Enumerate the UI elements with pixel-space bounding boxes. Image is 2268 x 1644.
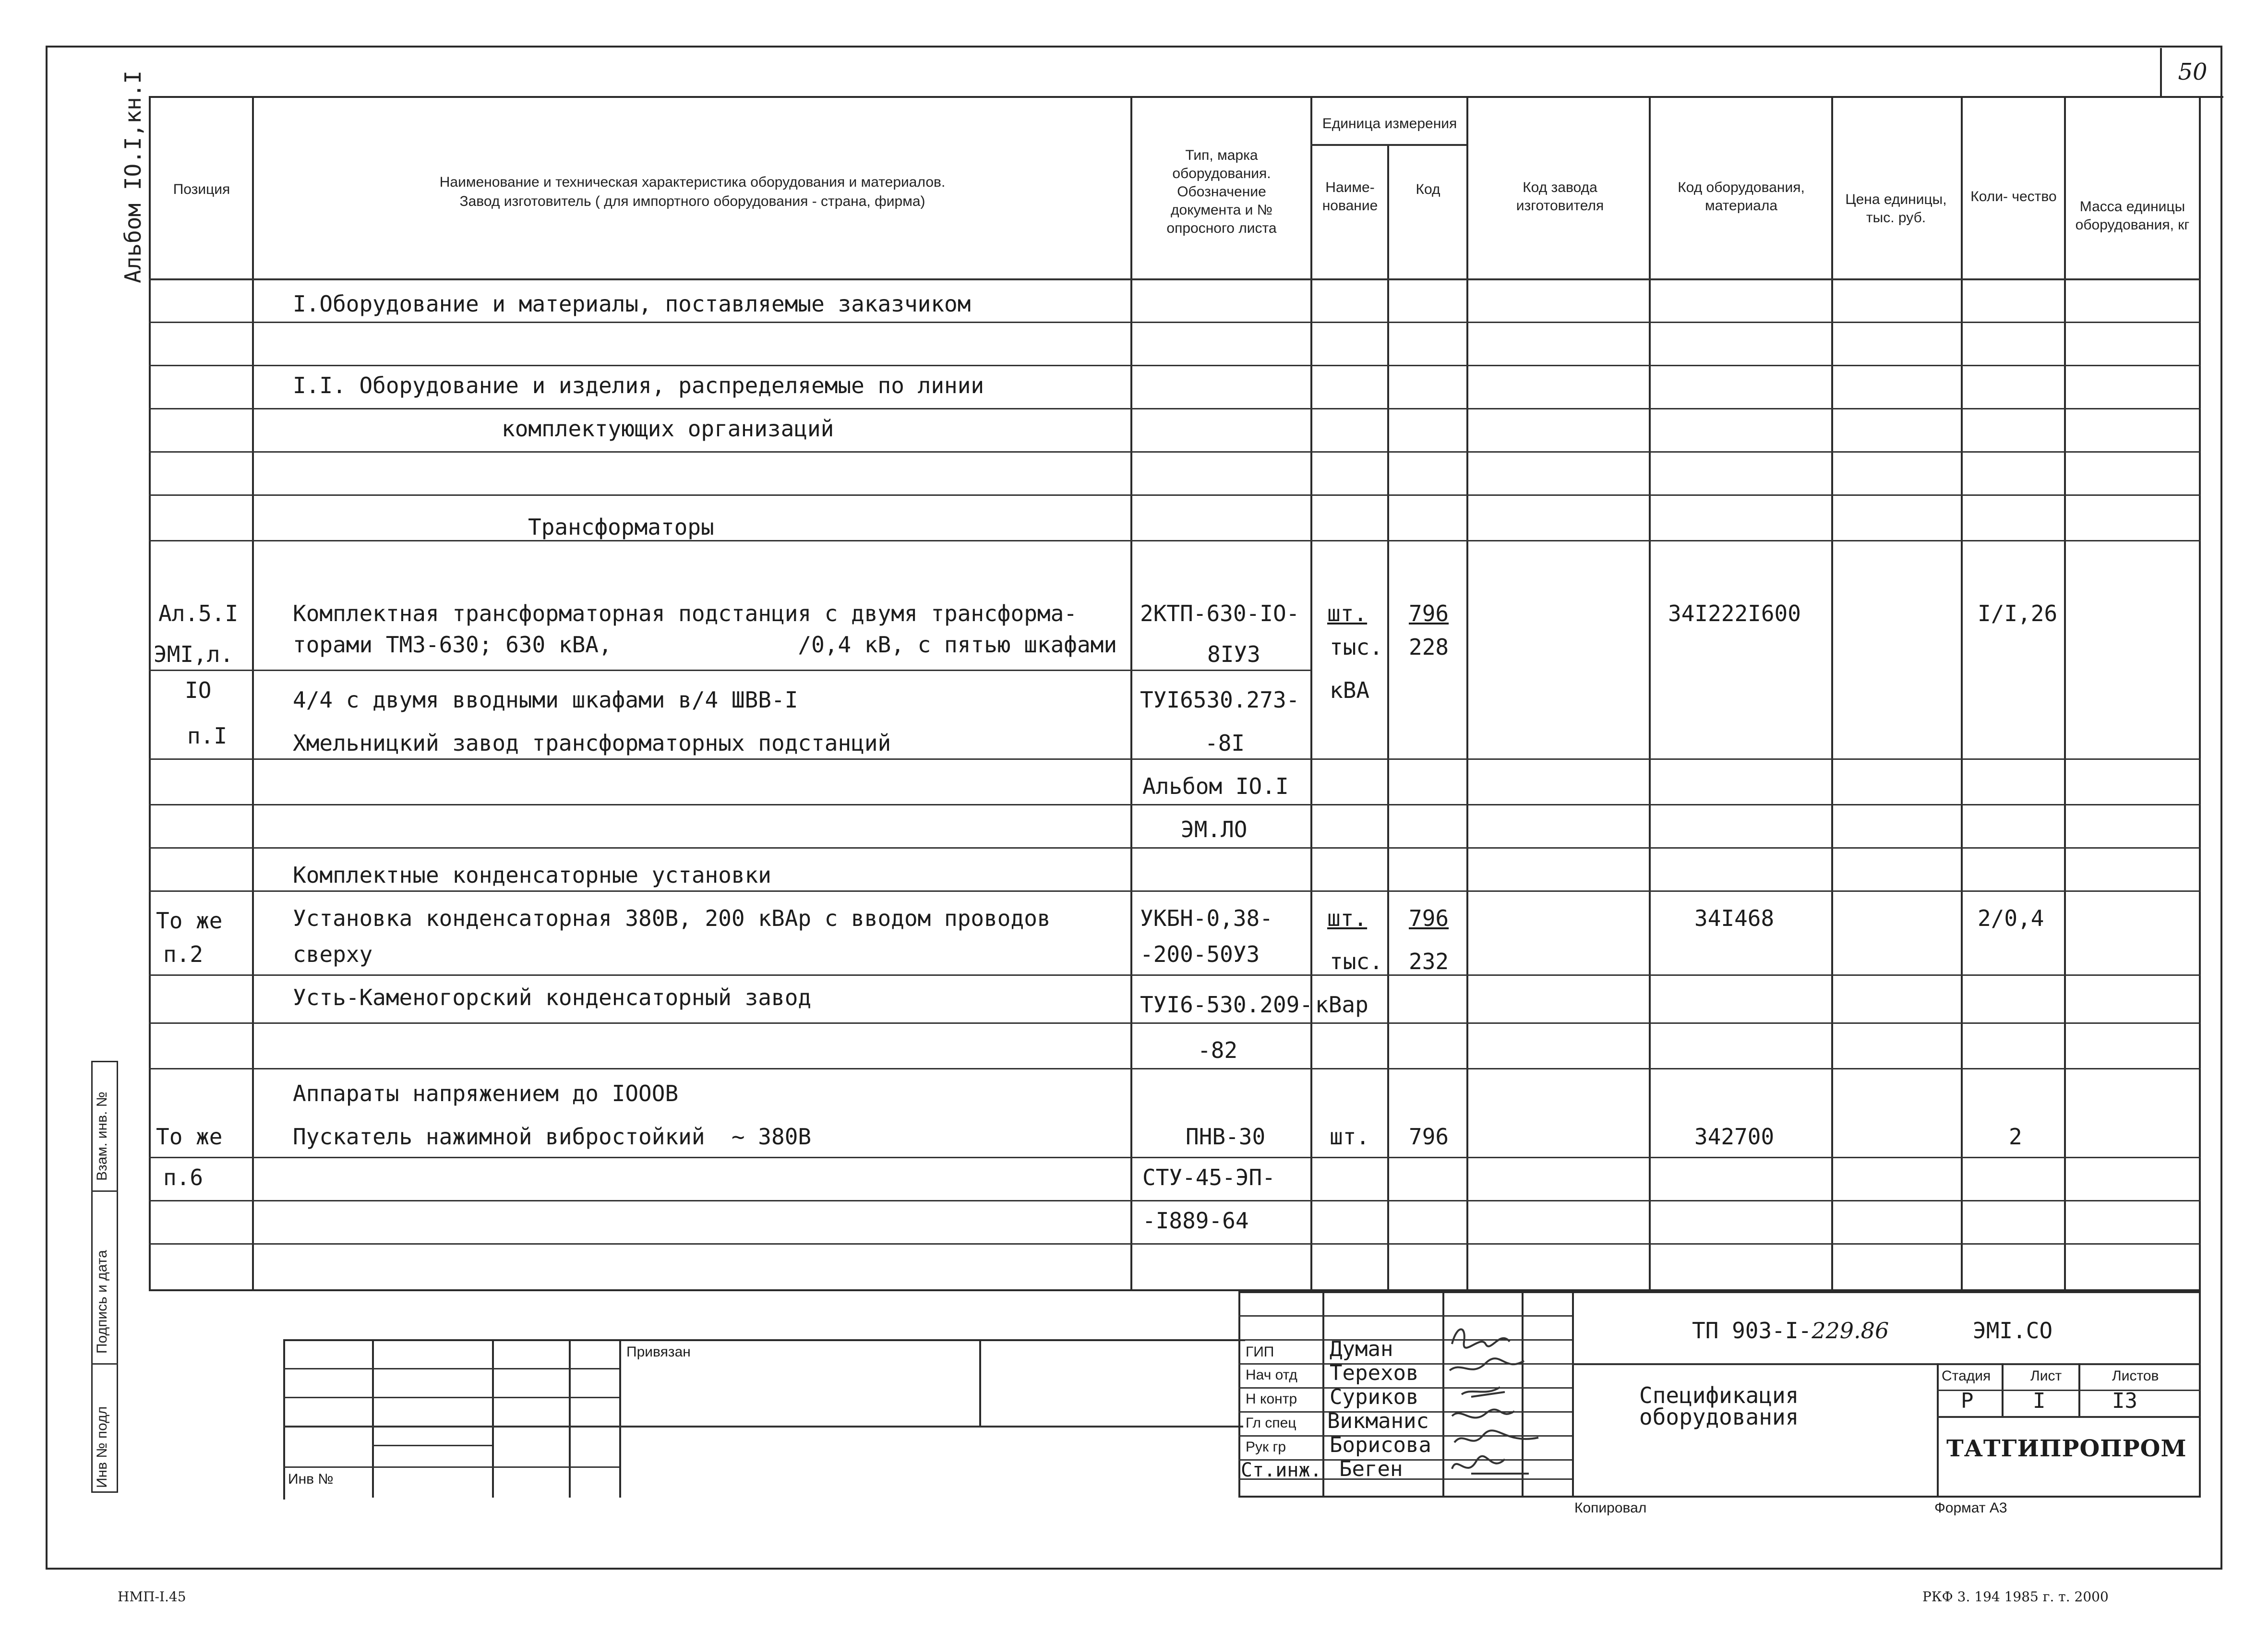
row-line: [149, 1068, 2201, 1069]
name-terekhov: Терехов: [1330, 1361, 1419, 1385]
doc-code-printed: ТП 903-I-: [1692, 1318, 1812, 1344]
unit-code-cell: 796: [1409, 905, 1449, 931]
stage-value: Р: [1961, 1389, 1974, 1413]
unit-cell: шт.: [1330, 1124, 1370, 1150]
privyazan-col: [619, 1339, 621, 1498]
col-line: [1466, 96, 1468, 1291]
type-cell: УКБН-0,38-: [1140, 905, 1273, 931]
position-cell: То же: [156, 1124, 223, 1150]
qty-cell: 2: [2009, 1124, 2022, 1150]
signatures: [1442, 1315, 1548, 1498]
qty-cell: I/I,26: [1978, 600, 2058, 626]
side-stamp-divider: [91, 1363, 118, 1365]
row-line: [149, 890, 2201, 892]
section-heading: комплектующих организаций: [502, 416, 834, 442]
tb-col: [1322, 1291, 1324, 1498]
hdr-unit-code: Код: [1416, 181, 1440, 197]
unit-cell: тыс.: [1330, 948, 1383, 974]
name-cell: сверху: [293, 941, 373, 967]
role-ruk-gr: Рук гр: [1246, 1439, 1286, 1455]
section-heading: I.Оборудование и материалы, поставляемые заказчиком: [293, 291, 971, 317]
hdr-mass: Масса единицы оборудования, кг: [2075, 199, 2190, 233]
type-cell: -200-50УЗ: [1140, 941, 1260, 967]
unit-cell: шт.: [1327, 600, 1368, 626]
row-line: [149, 1243, 2201, 1245]
type-cell: 2КТП-630-IO-: [1140, 600, 1300, 626]
row-line: [149, 494, 2201, 496]
row-line: [149, 1022, 2201, 1024]
type-cell: -8I: [1205, 730, 1245, 756]
name-cell: 4/4 с двумя вводными шкафами в/4 ШВВ-I: [293, 687, 798, 713]
type-cell: -82: [1198, 1037, 1238, 1063]
equipment-code-cell: 342700: [1694, 1124, 1775, 1150]
doc-code: [1692, 1318, 1889, 1344]
row-line: [149, 670, 1310, 671]
hdr-price: Цена единицы, тыс. руб.: [1845, 192, 1947, 226]
unit-cell: тыс.: [1330, 634, 1383, 660]
col-line: [1310, 96, 1312, 1291]
role-gip: ГИП: [1246, 1344, 1274, 1360]
header-bottom: [149, 278, 2201, 280]
privyazan-row: [283, 1397, 619, 1398]
position-cell: п.6: [163, 1164, 204, 1190]
group-heading: Трансформаторы: [528, 514, 714, 540]
privyazan-col: [372, 1339, 374, 1498]
privyazan-row: [372, 1445, 492, 1446]
name-vikmanis: Викманис: [1327, 1409, 1429, 1433]
row-line: [149, 322, 2201, 323]
album-label: Альбом IO.I,кн.I: [120, 70, 146, 283]
name-cell: Комплектная трансформаторная подстанция с двумя трансформа-: [293, 600, 1077, 626]
position-cell: п.I: [187, 723, 228, 749]
name-cell: Усть-Каменогорский конденсаторный завод: [293, 984, 812, 1010]
unit-code-cell: 232: [1409, 948, 1449, 974]
unit-code-cell: 796: [1409, 600, 1449, 626]
doc-code-handwritten: 229.86: [1812, 1318, 1889, 1344]
hdr-unit-name: Наиме- нование: [1322, 180, 1378, 214]
name-cell: Установка конденсаторная 380В, 200 кВАр с вводом проводов: [293, 905, 1051, 931]
equipment-code-cell: 34I222I600: [1668, 600, 1801, 626]
footer-right: РКФ 3. 194 1985 г. т. 2000: [1922, 1589, 2109, 1605]
group-heading: Комплектные конденсаторные установки: [293, 862, 771, 888]
side-stamp-divider: [91, 1190, 118, 1192]
type-cell: -I889-64: [1142, 1208, 1249, 1234]
name-cell: торами ТМЗ-630; 630 кВА, /0,4 кВ, с пятью шкафами: [293, 632, 1117, 658]
row-line: [149, 540, 2201, 541]
sheets-value: I3: [2112, 1389, 2137, 1413]
privyazan-col: [979, 1339, 981, 1426]
privyazan-row: [283, 1368, 619, 1369]
position-cell: Ал.5.I: [158, 600, 239, 626]
copied-label: Копировал: [1574, 1500, 1647, 1516]
type-cell: ТУI6-530.209-: [1140, 992, 1313, 1018]
tb-col: [1937, 1363, 1939, 1498]
type-cell: ЭМ.ЛО: [1181, 816, 1248, 842]
name-surikov: Суриков: [1330, 1385, 1419, 1409]
stage-label: Стадия: [1942, 1368, 1991, 1384]
side-stamp-inv: Инв № подл: [94, 1406, 110, 1488]
hdr-position: Позиция: [173, 181, 230, 197]
doc-title-1: Спецификация: [1639, 1382, 1799, 1408]
hdr-name-2: Завод изготовитель ( для импортного оборудования - страна, фирма): [459, 193, 925, 209]
col-line: [2064, 96, 2066, 1291]
role-gl-spec: Гл спец: [1246, 1415, 1296, 1431]
hdr-factory-code: Код завода изготовителя: [1516, 180, 1604, 214]
sheet-label: Лист: [2030, 1368, 2062, 1384]
col-line: [1831, 96, 1833, 1291]
type-cell: ПНВ-30: [1186, 1124, 1266, 1150]
unit-cell: кВар: [1315, 992, 1368, 1018]
position-cell: IO: [185, 677, 212, 703]
inv-label: Инв №: [288, 1471, 334, 1487]
privyazan-row: [283, 1426, 1243, 1428]
unit-cell: кВА: [1330, 677, 1370, 703]
col-line: [1130, 96, 1132, 1291]
position-cell: ЭМI,л.: [154, 641, 234, 667]
col-line: [1649, 96, 1651, 1291]
tb-row: [1937, 1416, 2201, 1418]
role-st-inzh: Ст.инж.: [1241, 1459, 1322, 1481]
tb-right-divider: [1572, 1363, 2201, 1365]
hdr-equipment-code: Код оборудования, материала: [1678, 180, 1805, 214]
row-line: [149, 408, 2201, 409]
qty-cell: 2/0,4: [1978, 905, 2044, 931]
row-line: [149, 365, 2201, 366]
hdr-name-1: Наименование и техническая характеристика оборудования и материалов.: [439, 174, 946, 190]
col-line: [1961, 96, 1963, 1291]
name-cell: Пускатель нажимной вибростойкий ~ 380В: [293, 1124, 812, 1150]
type-cell: СТУ-45-ЭП-: [1142, 1164, 1275, 1190]
sheets-label: Листов: [2112, 1368, 2159, 1384]
unit-code-cell: 796: [1409, 1124, 1449, 1150]
row-line: [149, 1157, 2201, 1158]
hdr-type: Тип, марка оборудования. Обозначение документа и № опросного листа: [1166, 147, 1277, 236]
row-line: [149, 847, 2201, 849]
organization-name: ТАТГИПРОПРОМ: [1946, 1435, 2187, 1462]
page-number: 50: [2160, 48, 2223, 98]
side-stamp-sign: Подпись и дата: [94, 1250, 110, 1354]
col-line: [1387, 144, 1389, 1291]
format-label: Формат А3: [1934, 1500, 2007, 1516]
name-cell: Хмельницкий завод трансформаторных подстанций: [293, 730, 891, 756]
tb-col: [1572, 1291, 1574, 1498]
privyazan-col: [492, 1339, 494, 1498]
position-cell: п.2: [163, 941, 204, 967]
type-cell: Альбом IO.I: [1142, 773, 1289, 799]
privyazan-row: [283, 1466, 619, 1468]
row-line: [149, 974, 2201, 976]
name-begen: Беген: [1339, 1457, 1403, 1481]
footer-left: НМП-I.45: [118, 1589, 186, 1605]
privyazan-table: [283, 1339, 1245, 1500]
side-stamp-replace: Взам. инв. №: [94, 1092, 110, 1181]
sheet-value: I: [2033, 1389, 2046, 1413]
hdr-qty: Коли- чество: [1970, 189, 2057, 204]
unit-cell: шт.: [1327, 905, 1368, 931]
hdr-unit-group: Единица измерения: [1322, 115, 1457, 132]
row-line: [149, 1200, 2201, 1201]
tb-col: [1238, 1291, 1240, 1498]
row-line: [149, 804, 2201, 805]
sheet-code: ЭМI.СО: [1973, 1318, 2053, 1344]
type-cell: 8IУЗ: [1207, 641, 1260, 667]
doc-title-2: оборудования: [1639, 1404, 1799, 1430]
privyazan-label: Привязан: [626, 1344, 691, 1360]
col-line: [252, 96, 254, 1291]
row-line: [149, 758, 2201, 760]
section-heading: I.I. Оборудование и изделия, распределяемые по линии: [293, 372, 984, 398]
position-cell: То же: [156, 908, 223, 934]
name-duman: Думан: [1330, 1337, 1393, 1361]
equipment-code-cell: 34I468: [1694, 905, 1775, 931]
privyazan-col: [569, 1339, 571, 1498]
group-heading: Аппараты напряжением до IOOOВ: [293, 1080, 679, 1106]
row-line: [149, 451, 2201, 453]
role-nach-otd: Нач отд: [1246, 1367, 1297, 1383]
type-cell: ТУI6530.273-: [1140, 687, 1300, 713]
role-n-kontr: Н контр: [1246, 1391, 1297, 1407]
tb-row: [1937, 1390, 2201, 1391]
name-borisova: Борисова: [1330, 1433, 1431, 1457]
unit-code-cell: 228: [1409, 634, 1449, 660]
